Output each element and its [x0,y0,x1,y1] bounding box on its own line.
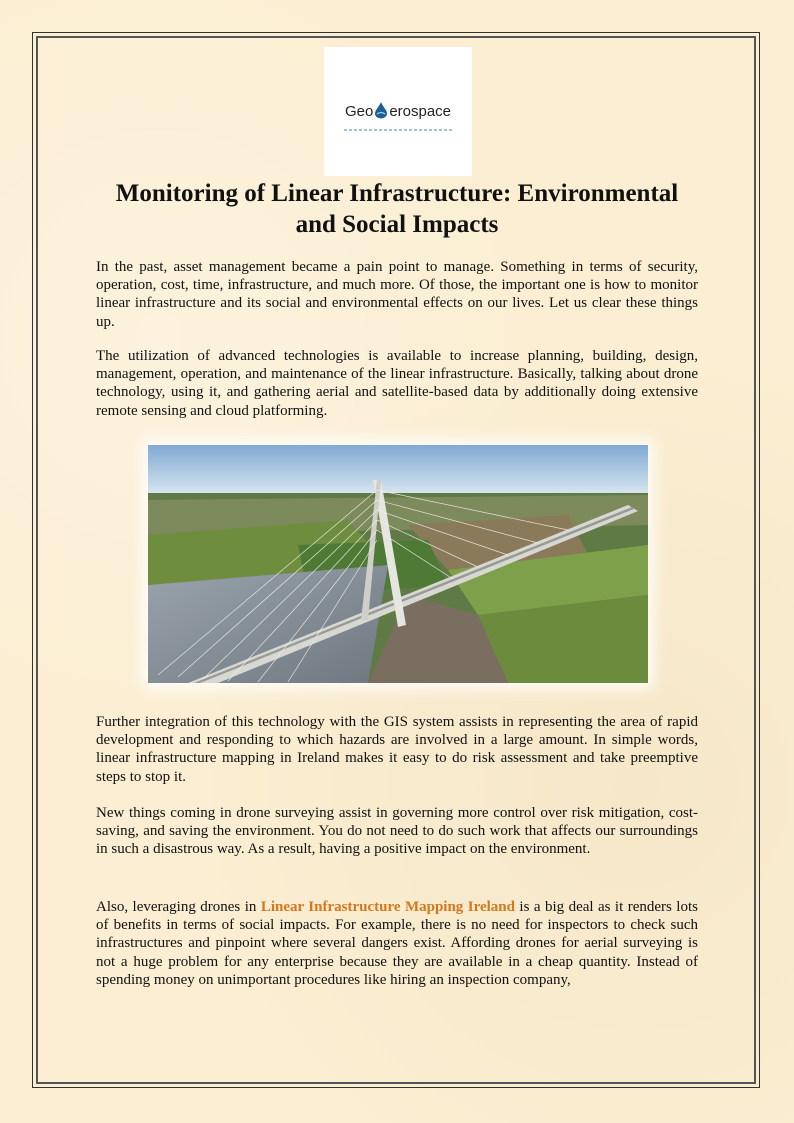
logo-text-right: erospace [389,103,452,120]
paragraph-3: Further integration of this technology with the GIS system assists in representing the area of rapid development and responding to which hazards are involved in a large amount. In simple words, linear infrastructure mapping in Ireland makes it easy to do risk assessment and take preemptive steps to stop it. [96,714,698,785]
logo-text-left: Geo [344,103,374,120]
paragraph-4: New things coming in drone surveying assist in governing more control over risk mitigation, cost-saving, and saving the environment. You do not need to do such work that affects our surroundings in such a disastrous way. As a result, having a positive impact on the environment. [96,805,698,858]
paragraph-5-intro: Also, leveraging drones in [96,899,261,915]
page-title: Monitoring of Linear Infrastructure: Environmental and Social Impacts [115,180,679,238]
logo-tagline [344,129,452,131]
logo [324,47,472,176]
linear-infrastructure-mapping-link[interactable]: Linear Infrastructure Mapping Ireland [260,899,515,915]
water-drop-icon [374,101,388,123]
bridge-aerial-photo [148,445,648,683]
paragraph-1: In the past, asset management became a pain point to manage. Something in terms of security, operation, cost, time, infrastructure, and much more. Of those, the important one is how to monitor linear infrastructure and its social and environmental effects on our lives. Let us clear these things up. [96,259,698,330]
paragraph-5-rest: is a big deal as it renders lots of benefits in terms of social impacts. For example, there is no need for inspectors to check such infrastructures and pinpoint where several dangers exist. Affording drones for aerial surveying is not a huge problem for any enterprise because they are available in a cheap quantity. Instead of spending money on unimportant procedures like hiring an inspection company, [96,899,698,988]
paragraph-5 [96,898,698,989]
paragraph-2: The utilization of advanced technologies is available to increase planning, building, design, management, operation, and maintenance of the linear infrastructure. Basically, talking about drone technology, using it, and gathering aerial and satellite-based data by additionally doing extensive remote sensing and cloud platforming. [96,348,698,419]
